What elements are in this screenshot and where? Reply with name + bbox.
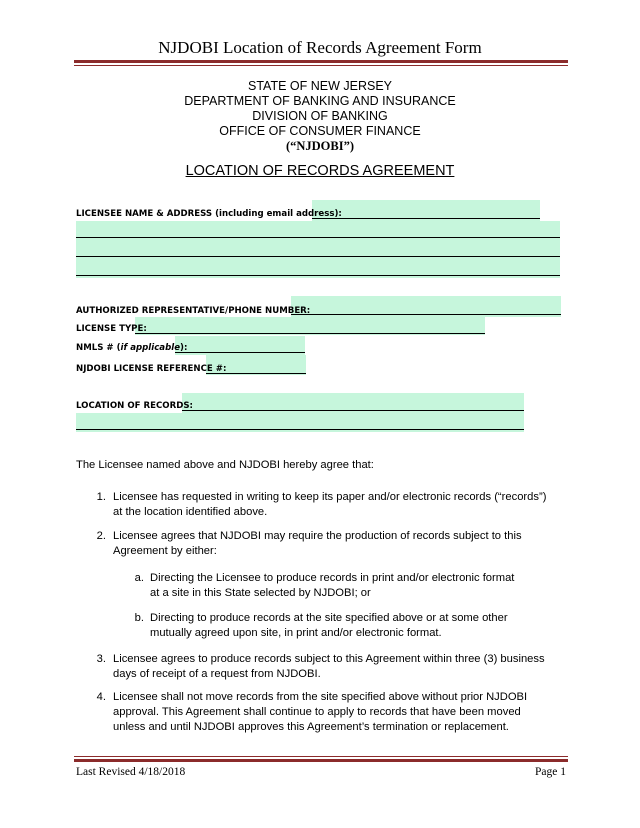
location-underline-2 bbox=[76, 429, 524, 430]
location-underline-1 bbox=[182, 410, 524, 411]
subitem-letter: b. bbox=[134, 612, 144, 624]
license-type-underline bbox=[135, 333, 485, 334]
header-rule-thin bbox=[74, 65, 568, 66]
agency-office: OFFICE OF CONSUMER FINANCE bbox=[219, 124, 421, 138]
agreement-title: LOCATION OF RECORDS AGREEMENT bbox=[185, 163, 455, 179]
item-1-text: Licensee has requested in writing to keep its paper and/or electronic records (“records”) at the location identified above. bbox=[113, 491, 547, 518]
item-number: 1. bbox=[96, 491, 106, 503]
address-line-3 bbox=[76, 275, 560, 276]
document-title: NJDOBI Location of Records Agreement Form bbox=[158, 38, 482, 57]
item-4-text: Licensee shall not move records from the site specified above without prior NJDOBI approval. This Agreement shall continue to apply to records that have been moved unless and until NJDOBI approves this Agreement’s termination or replacement. bbox=[113, 691, 528, 733]
footer-rule-thin bbox=[74, 756, 568, 757]
licensee-name-label: LICENSEE NAME & ADDRESS (including email address): bbox=[76, 209, 342, 219]
item-3-text: Licensee agrees to produce records subject to this Agreement within three (3) business days of receipt of a request from NJDOBI. bbox=[113, 653, 545, 680]
authorized-rep-label: AUTHORIZED REPRESENTATIVE/PHONE NUMBER: bbox=[76, 306, 311, 316]
agency-department: DEPARTMENT OF BANKING AND INSURANCE bbox=[184, 94, 456, 108]
item-number: 4. bbox=[96, 691, 106, 703]
authorized-rep-underline bbox=[291, 314, 561, 315]
address-line-1 bbox=[76, 237, 560, 238]
item-2-text: Licensee agrees that NJDOBI may require the production of records subject to this Agreement by either: bbox=[113, 530, 522, 557]
subitem-a-text: Directing the Licensee to produce records in print and/or electronic format at a site in this State selected by NJDOBI; or bbox=[150, 572, 515, 599]
item-number: 3. bbox=[96, 653, 106, 665]
page-number: Page 1 bbox=[535, 766, 566, 778]
licensee-address-field[interactable] bbox=[76, 221, 560, 278]
nmls-label: NMLS # (if applicable): bbox=[76, 343, 188, 353]
license-type-label: LICENSE TYPE: bbox=[76, 324, 147, 334]
licensee-name-underline bbox=[312, 218, 540, 219]
subitem-b-text: Directing to produce records at the site specified above or at some other mutually agreed upon site, in print and/or electronic format. bbox=[150, 612, 508, 639]
location-label: LOCATION OF RECORDS: bbox=[76, 401, 193, 411]
agency-state: STATE OF NEW JERSEY bbox=[248, 79, 392, 93]
agreement-intro: The Licensee named above and NJDOBI hereby agree that: bbox=[76, 459, 374, 471]
agency-division: DIVISION OF BANKING bbox=[252, 109, 388, 123]
agency-abbreviation: (“NJDOBI”) bbox=[285, 139, 355, 153]
footer-rule-thick bbox=[74, 759, 568, 762]
item-number: 2. bbox=[96, 530, 106, 542]
last-revised: Last Revised 4/18/2018 bbox=[76, 766, 186, 778]
subitem-letter: a. bbox=[134, 572, 144, 584]
njdobi-ref-label: NJDOBI LICENSE REFERENCE #: bbox=[76, 364, 227, 374]
nmls-underline bbox=[175, 352, 305, 353]
header-rule-thick bbox=[74, 60, 568, 63]
address-line-2 bbox=[76, 256, 560, 257]
